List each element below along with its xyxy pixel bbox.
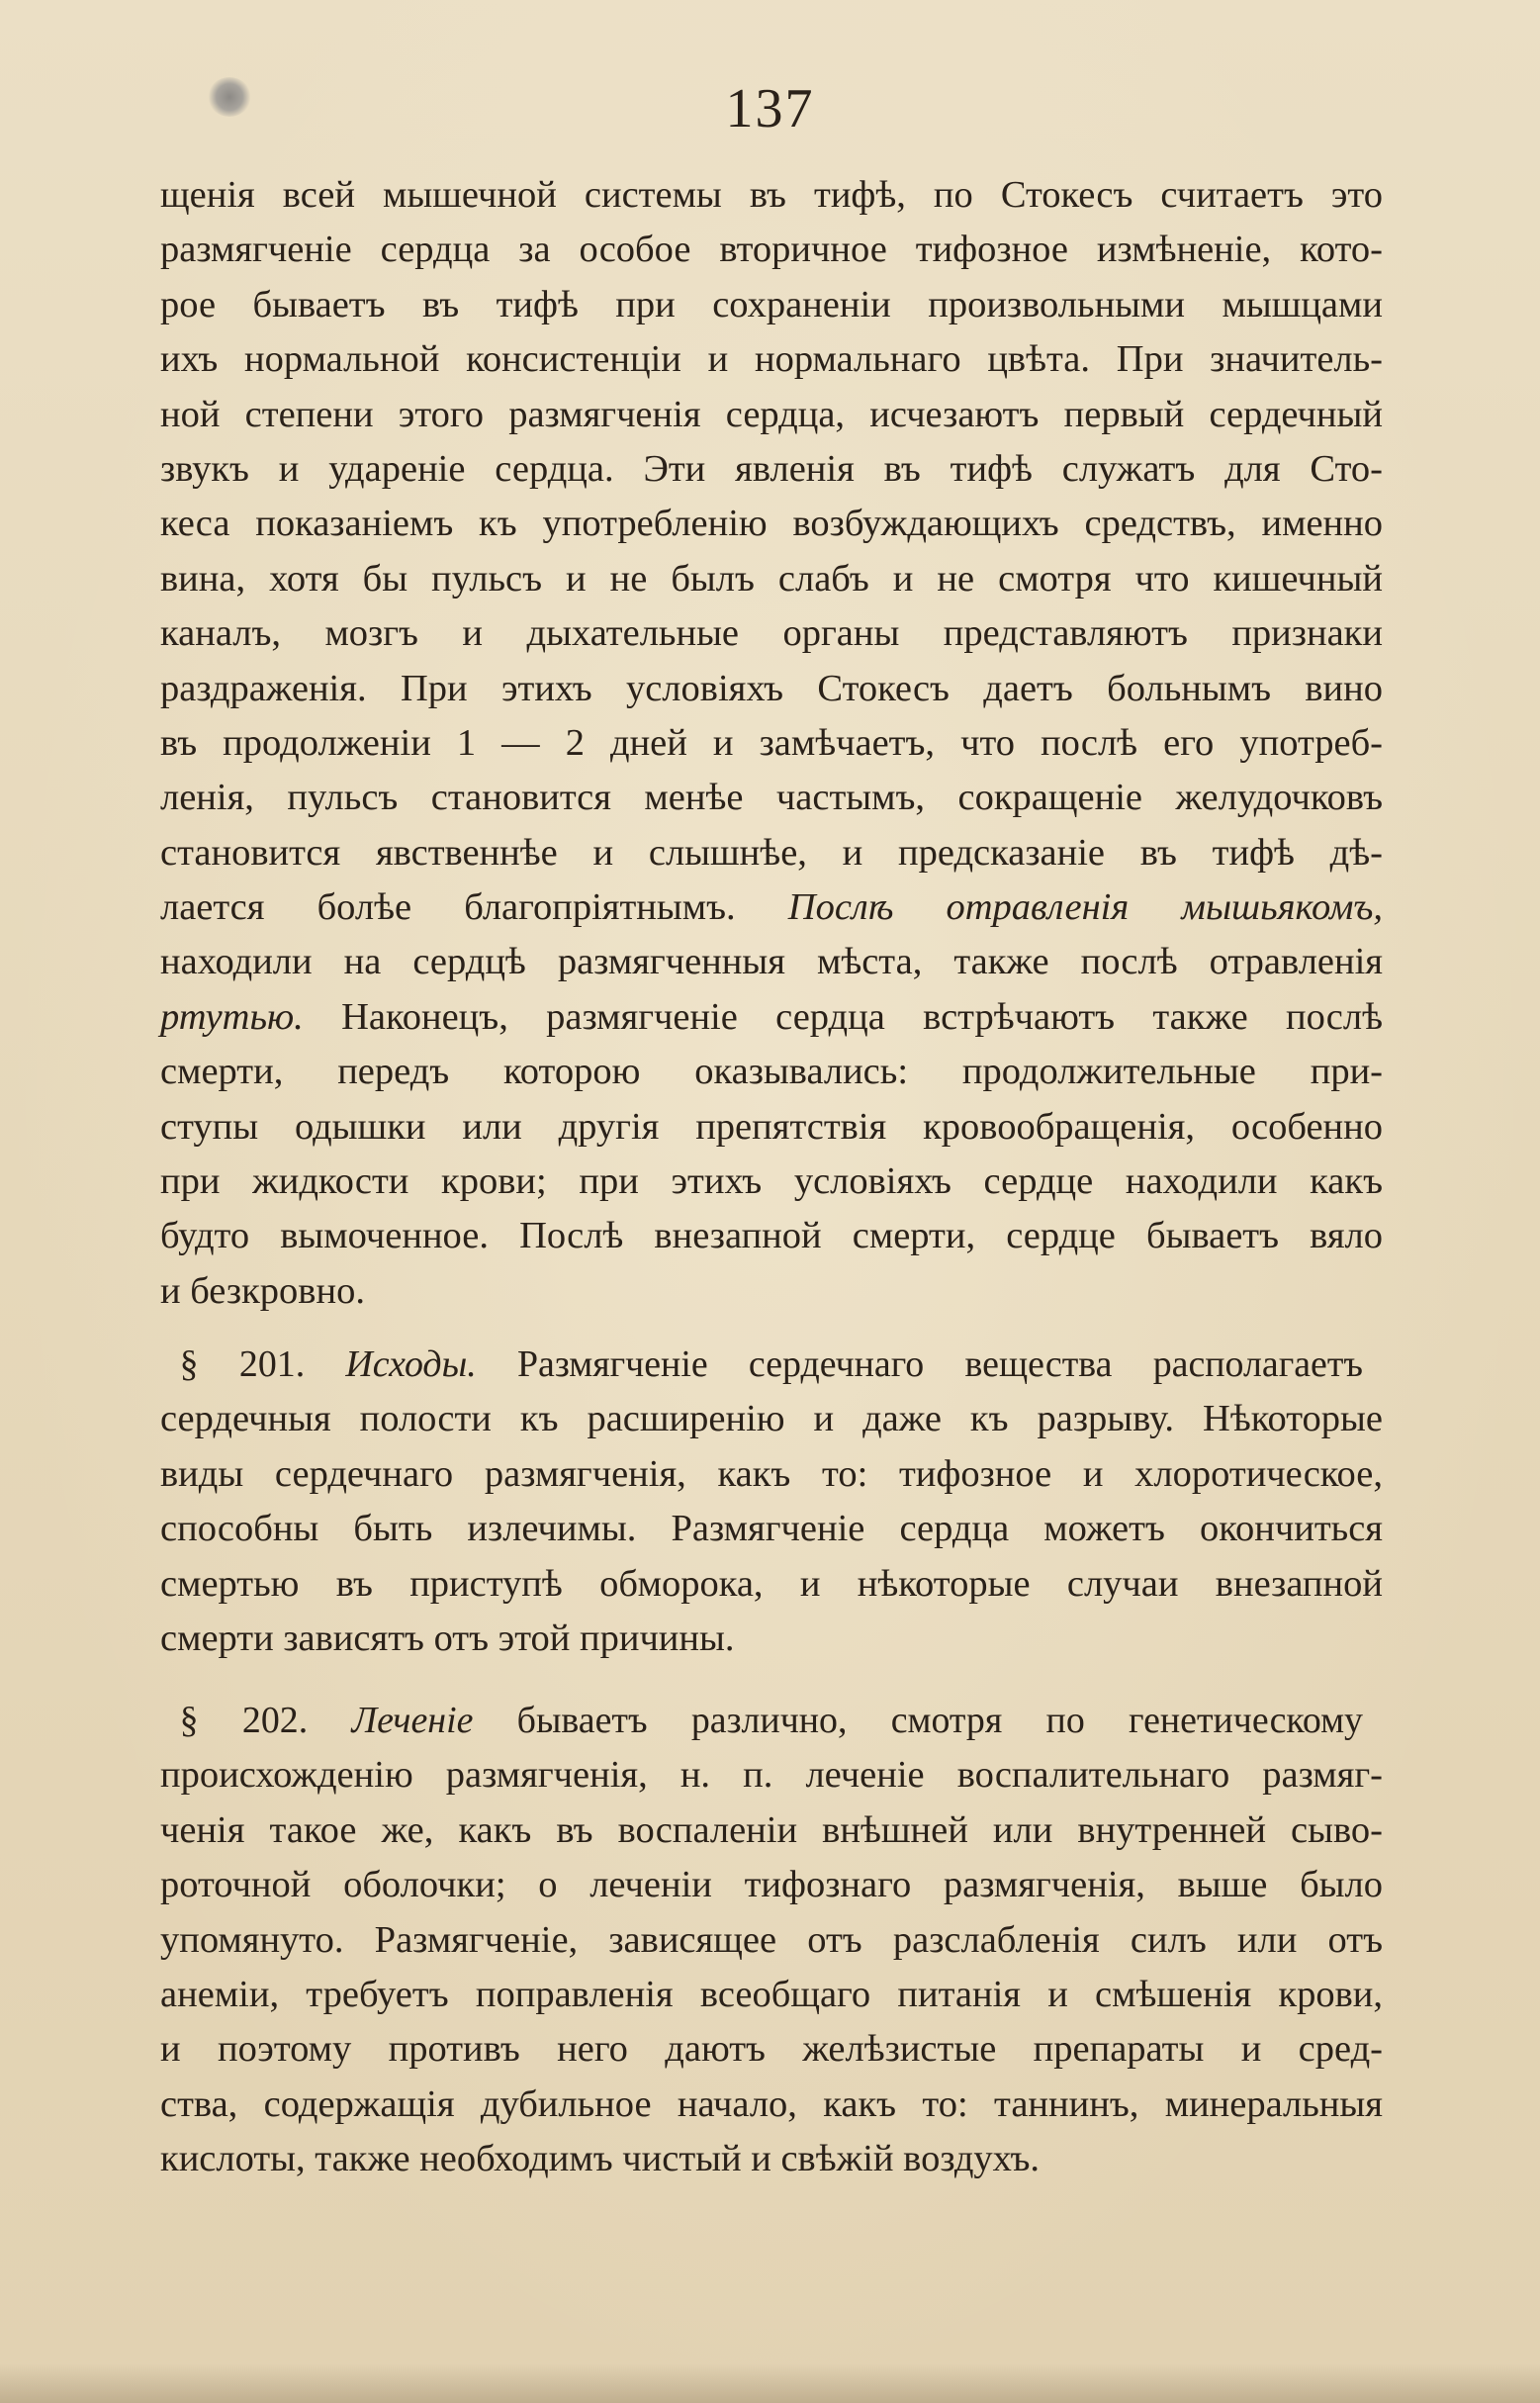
text-line: звукъ и удареніе сердца. Эти явленія въ тифѣ служатъ для Сто- bbox=[160, 447, 1383, 490]
text-line bbox=[160, 880, 1383, 935]
text-line bbox=[160, 990, 1383, 1045]
text-span: бываетъ различно, смотря по генетическому bbox=[473, 1700, 1364, 1741]
text-line: въ продолженіи 1 — 2 дней и замѣчаетъ, что послѣ его употреб- bbox=[160, 721, 1383, 764]
text-line: каналъ, мозгъ и дыхательные органы представляютъ признаки bbox=[160, 612, 1383, 655]
text-line: кислоты, также необходимъ чистый и свѣжій воздухъ. bbox=[160, 2138, 1040, 2180]
text-line: способны быть излечимы. Размягченіе сердца можетъ окончиться bbox=[160, 1508, 1383, 1550]
text-line: кеса показаніемъ къ употребленію возбуждающихъ средствъ, именно bbox=[160, 503, 1383, 545]
section-first-line bbox=[160, 1338, 1363, 1392]
text-line: ступы одышки или другія препятствія кровообращенія, особенно bbox=[160, 1105, 1383, 1148]
text-line: происхожденію размягченія, н. п. леченіе воспалительнаго размяг- bbox=[160, 1754, 1383, 1797]
page-number: 137 bbox=[725, 78, 815, 139]
text-line: размягченіе сердца за особое вторичное тифозное измѣненіе, кото- bbox=[160, 229, 1383, 271]
text-line: смерти зависятъ отъ этой причины. bbox=[160, 1617, 735, 1659]
section-mark: § 201. bbox=[179, 1343, 346, 1385]
text-line: смертью въ приступѣ обморока, и нѣкоторые случаи внезапной bbox=[160, 1562, 1383, 1605]
text-line: смерти, передъ которою оказывались: продолжительные при- bbox=[160, 1051, 1383, 1093]
text-line: раздраженія. При этихъ условіяхъ Стокесъ даетъ больнымъ вино bbox=[160, 667, 1383, 709]
section-mark: § 202. bbox=[179, 1700, 352, 1741]
italic-emphasis: Послѣ отравленія мышьякомъ, bbox=[787, 886, 1384, 929]
text-line: роточной оболочки; о леченіи тифознаго размягченія, выше было bbox=[160, 1864, 1383, 1906]
italic-emphasis: ртутью. bbox=[160, 995, 304, 1038]
page-bottom-shadow bbox=[0, 2363, 1540, 2403]
paragraph-continuation bbox=[160, 168, 1383, 1319]
section-heading: Исходы. bbox=[345, 1343, 477, 1385]
text-line: сердечныя полости къ расширенію и даже къ разрыву. Нѣкоторые bbox=[160, 1398, 1383, 1440]
text-line: становится явственнѣе и слышнѣе, и предсказаніе въ тифѣ дѣ- bbox=[160, 831, 1383, 874]
text-span: лается болѣе благопріятнымъ. bbox=[160, 886, 788, 929]
section-202 bbox=[160, 1694, 1383, 2187]
section-heading: Леченіе bbox=[351, 1700, 474, 1741]
text-line: рое бываетъ въ тифѣ при сохраненіи произвольными мышцами bbox=[160, 283, 1383, 325]
text-line: щенія всей мышечной системы въ тифѣ, по Стокесъ считаетъ это bbox=[160, 174, 1383, 216]
text-line: упомянуто. Размягченіе, зависящее отъ разслабленія силъ или отъ bbox=[160, 1918, 1383, 1961]
text-line: виды сердечнаго размягченія, какъ то: тифозное и хлоротическое, bbox=[160, 1452, 1383, 1495]
text-line: ченія такое же, какъ въ воспаленіи внѣшней или внутренней сыво- bbox=[160, 1808, 1383, 1851]
text-line: и безкровно. bbox=[160, 1269, 365, 1312]
text-line: при жидкости крови; при этихъ условіяхъ сердце находили какъ bbox=[160, 1160, 1383, 1203]
section-201 bbox=[160, 1338, 1383, 1666]
text-line: будто вымоченное. Послѣ внезапной смерти, сердце бываетъ вяло bbox=[160, 1215, 1383, 1257]
text-line: анеміи, требуетъ поправленія всеобщаго питанія и смѣшенія крови, bbox=[160, 1973, 1383, 2015]
text-span: Размягченіе сердечнаго вещества располагаетъ bbox=[476, 1343, 1364, 1385]
text-span: Наконецъ, размягченіе сердца встрѣчаютъ также послѣ bbox=[303, 995, 1383, 1038]
text-line: ихъ нормальной консистенціи и нормальнаго цвѣта. При значитель- bbox=[160, 338, 1383, 381]
text-line: ства, содержащія дубильное начало, какъ то: таннинъ, минеральныя bbox=[160, 2082, 1383, 2125]
section-first-line bbox=[160, 1694, 1363, 1748]
text-line: находили на сердцѣ размягченныя мѣста, также послѣ отравленія bbox=[160, 941, 1383, 983]
text-line: ленія, пульсъ становится менѣе частымъ, сокращеніе желудочковъ bbox=[160, 777, 1383, 819]
text-line: вина, хотя бы пульсъ и не былъ слабъ и не смотря что кишечный bbox=[160, 557, 1383, 600]
text-line: ной степени этого размягченія сердца, исчезаютъ первый сердечный bbox=[160, 393, 1383, 435]
text-line: и поэтому противъ него даютъ желѣзистые препараты и сред- bbox=[160, 2028, 1383, 2071]
